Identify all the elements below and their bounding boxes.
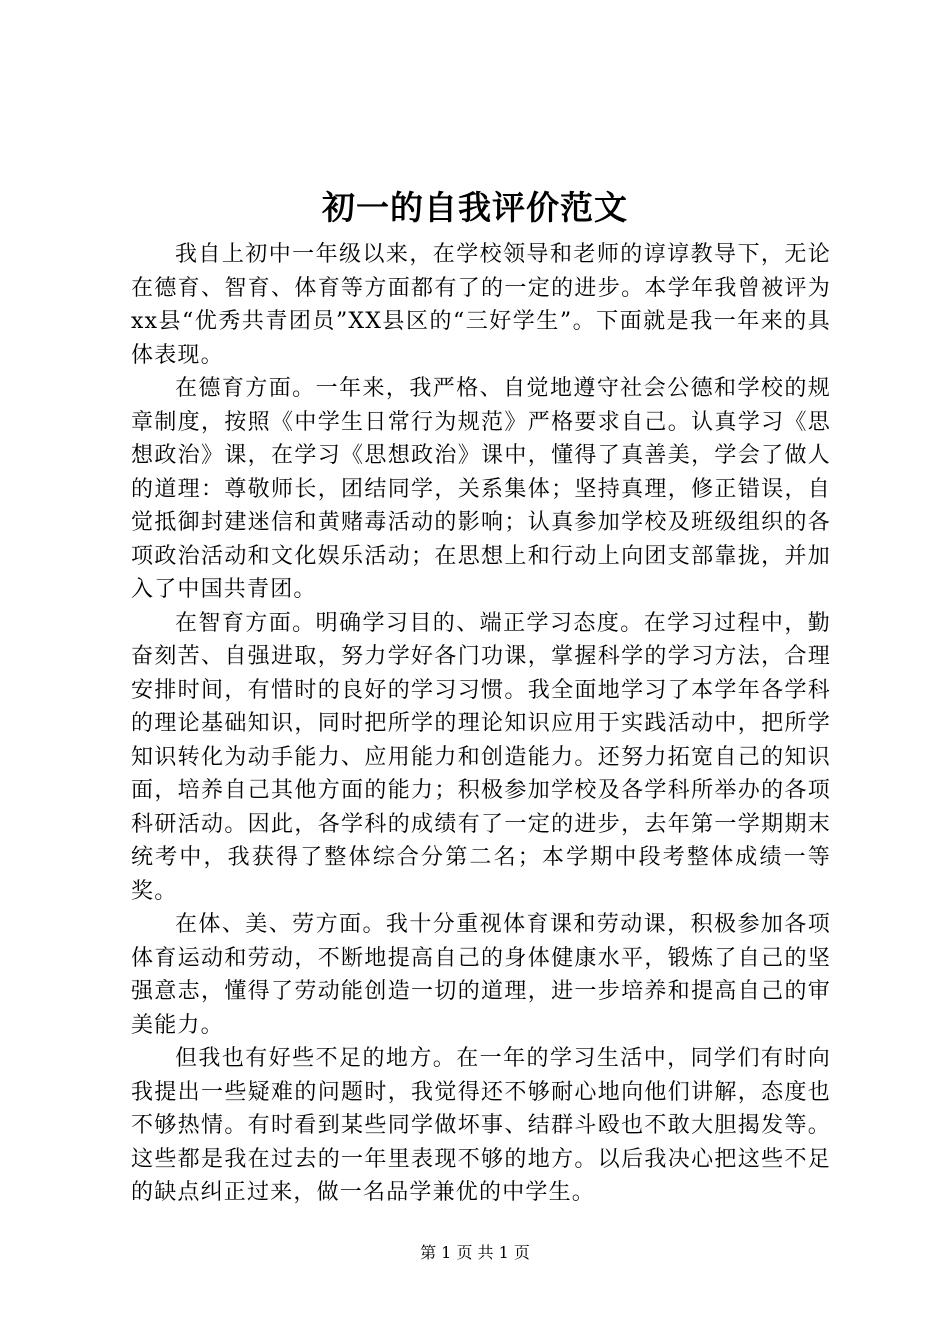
document-title: 初一的自我评价范文 <box>322 188 628 227</box>
document-body <box>131 238 831 1210</box>
paragraph-moral-education: 在德育方面。一年来，我严格、自觉地遵守社会公德和学校的规章制度，按照《中学生日常行为规范》严格要求自己。认真学习《思想政治》课，在学习《思想政治》课中，懂得了真善美，学会了做人的道理：尊敬师长，团结同学，关系集体；坚持真理，修正错误，自觉抵御封建迷信和黄赌毒活动的影响；认真参加学校及班级组织的各项政治活动和文化娱乐活动；在思想上和行动上向团支部靠拢，并加入了中国共青团。 <box>131 376 831 602</box>
paragraph-intro: 我自上初中一年级以来，在学校领导和老师的谆谆教导下，无论在德育、智育、体育等方面都有了的一定的进步。本学年我曾被评为xx县“优秀共青团员”XX县区的“三好学生”。下面就是我一年来的具体表现。 <box>131 242 831 368</box>
paragraph-shortcomings: 但我也有好些不足的地方。在一年的学习生活中，同学们有时向我提出一些疑难的问题时，我觉得还不够耐心地向他们讲解，态度也不够热情。有时看到某些同学做坏事、结群斗殴也不敢大胆揭发等。这些都是我在过去的一年里表现不够的地方。以后我决心把这些不足的缺点纠正过来，做一名品学兼优的中学生。 <box>131 1046 831 1205</box>
page-number-footer: 第 1 页 共 1 页 <box>420 1243 530 1262</box>
paragraph-physical-aesthetic-labor: 在体、美、劳方面。我十分重视体育课和劳动课，积极参加各项体育运动和劳动，不断地提高自己的身体健康水平，锻炼了自己的坚强意志，懂得了劳动能创造一切的道理，进一步培养和提高自己的审美能力。 <box>131 912 831 1038</box>
paragraph-intellectual-education: 在智育方面。明确学习目的、端正学习态度。在学习过程中，勤奋刻苦、自强进取，努力学好各门功课，掌握科学的学习方法，合理安排时间，有惜时的良好的学习习惯。我全面地学习了本学年各学科的理论基础知识，同时把所学的理论知识应用于实践活动中，把所学知识转化为动手能力、应用能力和创造能力。还努力拓宽自己的知识面，培养自己其他方面的能力；积极参加学校及各学科所举办的各项科研活动。因此，各学科的成绩有了一定的进步，去年第一学期期末统考中，我获得了整体综合分第二名；本学期中段考整体成绩一等奖。 <box>131 610 831 904</box>
